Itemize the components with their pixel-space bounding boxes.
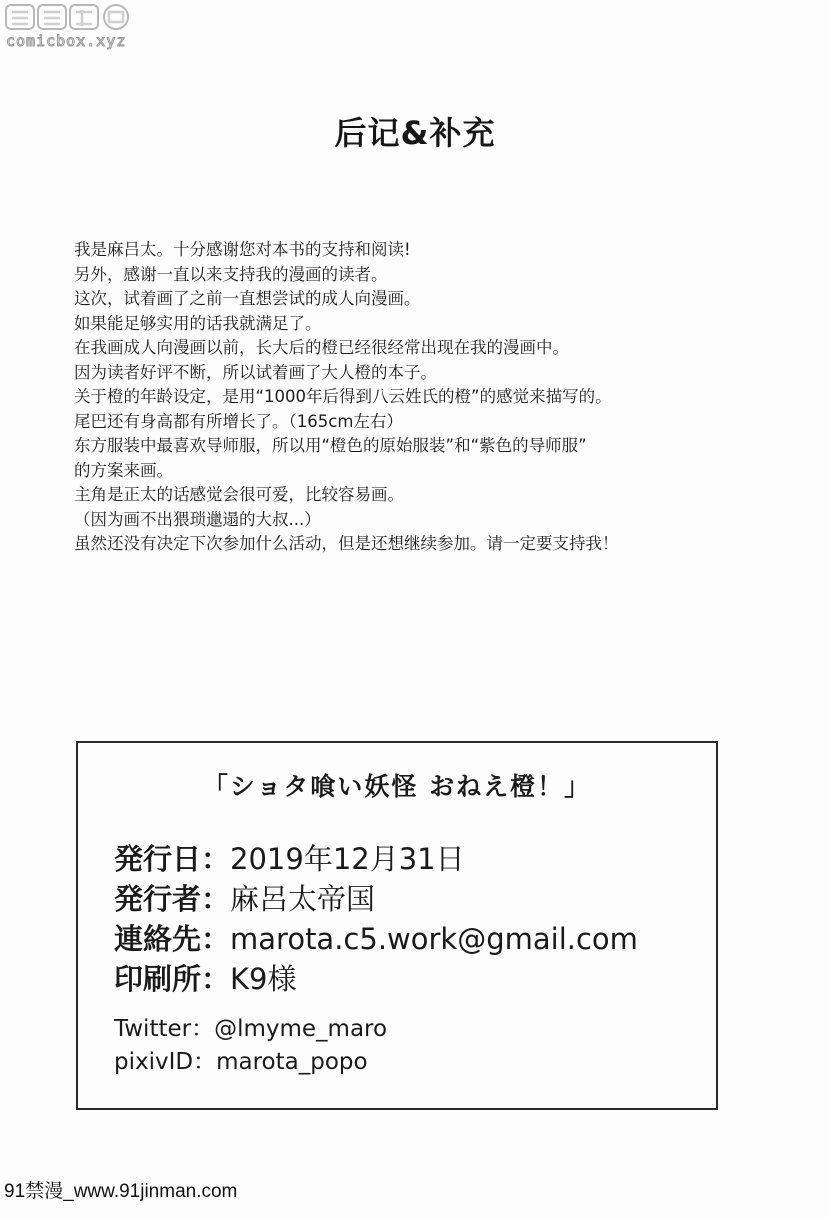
body-line: 关于橙的年龄设定，是用“1000年后得到八云姓氏的橙”的感觉来描写的。 bbox=[74, 387, 612, 406]
printer-row bbox=[114, 959, 638, 999]
colophon-box bbox=[76, 741, 718, 1110]
body-line: 另外，感谢一直以来支持我的漫画的读者。 bbox=[74, 264, 388, 284]
body-line: 这次，试着画了之前一直想尝试的成人向漫画。 bbox=[74, 289, 421, 308]
afterword-text bbox=[74, 238, 774, 557]
twitter-row bbox=[114, 1013, 387, 1046]
body-line: 如果能足够实用的话我就满足了。 bbox=[74, 313, 322, 333]
body-line: 尾巴还有身高都有所增长了。（165cm左右） bbox=[74, 411, 403, 431]
body-line: 主角是正太的话感觉会很可爱，比较容易画。 bbox=[74, 485, 404, 504]
body-line: 虽然还没有决定下次参加什么活动，但是还想继续参加。请一定要支持我！ bbox=[74, 534, 619, 553]
body-line: 的方案来画。 bbox=[74, 460, 173, 480]
watermark-url: comicbox.xyz bbox=[6, 32, 127, 50]
watermark-logo bbox=[4, 2, 144, 56]
twitter-label: Twitter： bbox=[114, 1016, 215, 1042]
publish-date-row bbox=[114, 839, 638, 879]
body-line: （因为画不出猥琐邋遢的大叔...） bbox=[74, 509, 321, 529]
contact-row bbox=[114, 919, 638, 959]
watermark-bottom: 91禁漫_www.91jinman.com bbox=[4, 1181, 238, 1202]
body-line: 东方服装中最喜欢导师服，所以用“橙色的原始服装”和“紫色的导师服” bbox=[74, 436, 587, 455]
contact-email: marota.c5.work@gmail.com bbox=[230, 922, 638, 956]
pixiv-label: pixivID： bbox=[114, 1049, 217, 1075]
contact-label: 連絡先： bbox=[114, 922, 231, 956]
pixiv-row bbox=[114, 1046, 387, 1079]
publish-date-value: 2019年12月31日 bbox=[230, 842, 465, 876]
publish-date-label: 発行日： bbox=[114, 842, 231, 876]
publisher-value: 麻呂太帝国 bbox=[230, 882, 376, 916]
publisher-row bbox=[114, 879, 638, 919]
body-line: 我是麻吕太。十分感谢您对本书的支持和阅读! bbox=[74, 240, 411, 259]
printer-label: 印刷所： bbox=[114, 962, 231, 996]
body-line: 在我画成人向漫画以前，长大后的橙已经很经常出现在我的漫画中。 bbox=[74, 338, 569, 357]
social-links bbox=[114, 1013, 387, 1079]
printer-value: K9様 bbox=[230, 962, 297, 996]
page-title: 后记&补充 bbox=[334, 114, 496, 152]
twitter-handle: @lmyme_maro bbox=[214, 1016, 388, 1042]
work-title: 「ショタ喰い妖怪 おねえ橙！」 bbox=[202, 772, 592, 801]
pixiv-id: marota_popo bbox=[216, 1049, 368, 1075]
body-line: 因为读者好评不断，所以试着画了大人橙的本子。 bbox=[74, 362, 437, 382]
watermark-logo-icon bbox=[4, 2, 144, 32]
publication-info bbox=[114, 839, 638, 999]
publisher-label: 発行者： bbox=[114, 882, 231, 916]
